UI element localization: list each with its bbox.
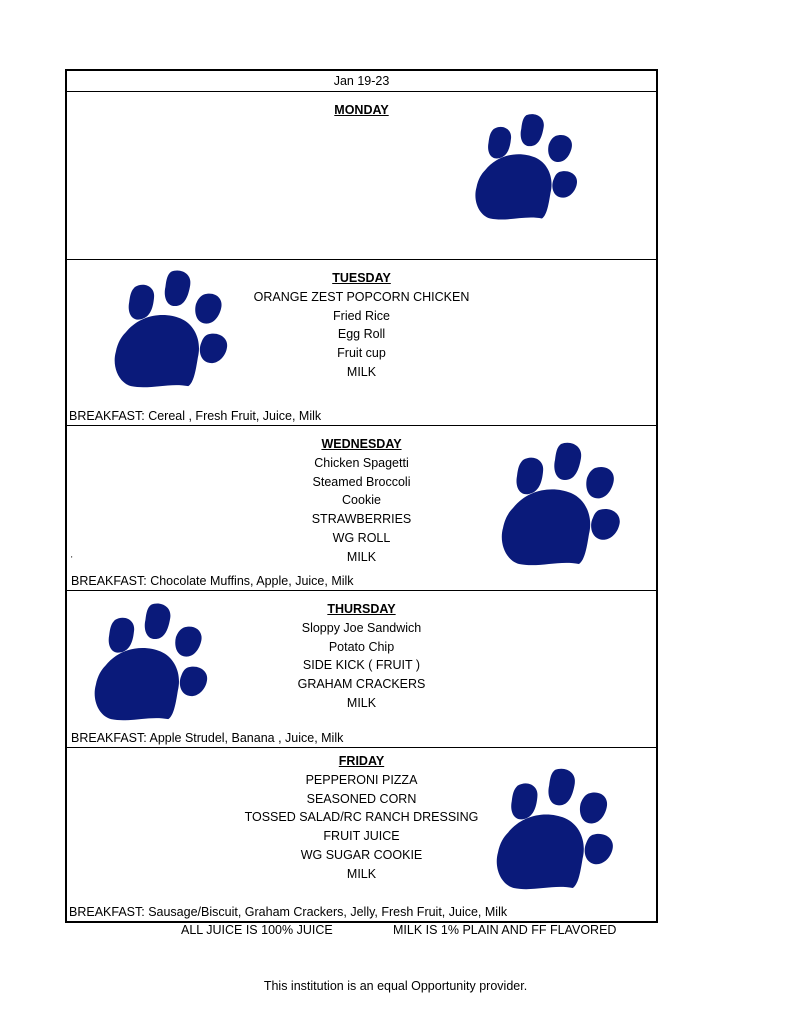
menu-item: WG ROLL (332, 530, 391, 545)
stray-mark: ' (71, 555, 73, 564)
day-title-wednesday: WEDNESDAY (321, 437, 402, 451)
menu-item: Chicken Spagetti (314, 455, 409, 470)
day-title-thursday: THURSDAY (327, 602, 396, 616)
paw-print-icon (91, 599, 217, 723)
menu-item: MILK (346, 549, 377, 564)
menu-item: Sloppy Joe Sandwich (301, 620, 422, 635)
paw-print-icon (489, 764, 627, 892)
paw-print-icon (111, 266, 237, 390)
day-title-friday: FRIDAY (338, 754, 385, 768)
lunch-menu-table (65, 69, 658, 923)
menu-item: Egg Roll (337, 327, 386, 342)
milk-note: MILK IS 1% PLAIN AND FF FLAVORED (393, 923, 617, 937)
menu-item: Potato Chip (328, 639, 395, 654)
menu-item: Fried Rice (333, 308, 390, 323)
menu-item: MILK (346, 695, 377, 710)
menu-item: SIDE KICK ( FRUIT ) (302, 658, 421, 673)
day-title-tuesday: TUESDAY (332, 271, 391, 285)
menu-item: Fruit cup (337, 346, 386, 361)
breakfast-thursday: BREAKFAST: Apple Strudel, Banana , Juice, Milk (71, 731, 344, 745)
menu-item: MILK (346, 866, 377, 881)
equal-opportunity-statement: This institution is an equal Opportunity provider. (263, 979, 528, 993)
menu-item: SEASONED CORN (306, 791, 417, 806)
menu-item: Cookie (342, 493, 381, 508)
menu-item: TOSSED SALAD/RC RANCH DRESSING (244, 810, 479, 825)
breakfast-tuesday: BREAKFAST: Cereal , Fresh Fruit, Juice, Milk (69, 409, 322, 423)
menu-item: MILK (346, 364, 377, 379)
day-title-monday: MONDAY (334, 103, 389, 117)
day-tuesday (67, 260, 656, 426)
menu-item: ORANGE ZEST POPCORN CHICKEN (253, 289, 470, 304)
day-friday (67, 748, 656, 921)
breakfast-wednesday: BREAKFAST: Chocolate Muffins, Apple, Juice, Milk (71, 574, 354, 588)
day-monday (67, 92, 656, 260)
menu-item: FRUIT JUICE (323, 829, 400, 844)
menu-item: WG SUGAR COOKIE (300, 847, 423, 862)
menu-item: STRAWBERRIES (311, 512, 412, 527)
paw-print-icon (473, 100, 585, 232)
menu-item: PEPPERONI PIZZA (305, 772, 418, 787)
day-wednesday (67, 426, 656, 591)
paw-print-icon (497, 438, 631, 568)
menu-item: GRAHAM CRACKERS (297, 677, 426, 692)
menu-item: Steamed Broccoli (312, 474, 411, 489)
breakfast-friday: BREAKFAST: Sausage/Biscuit, Graham Crackers, Jelly, Fresh Fruit, Juice, Milk (69, 905, 508, 919)
week-header: Jan 19-23 (67, 71, 656, 92)
juice-note: ALL JUICE IS 100% JUICE (181, 923, 333, 937)
day-thursday (67, 591, 656, 748)
